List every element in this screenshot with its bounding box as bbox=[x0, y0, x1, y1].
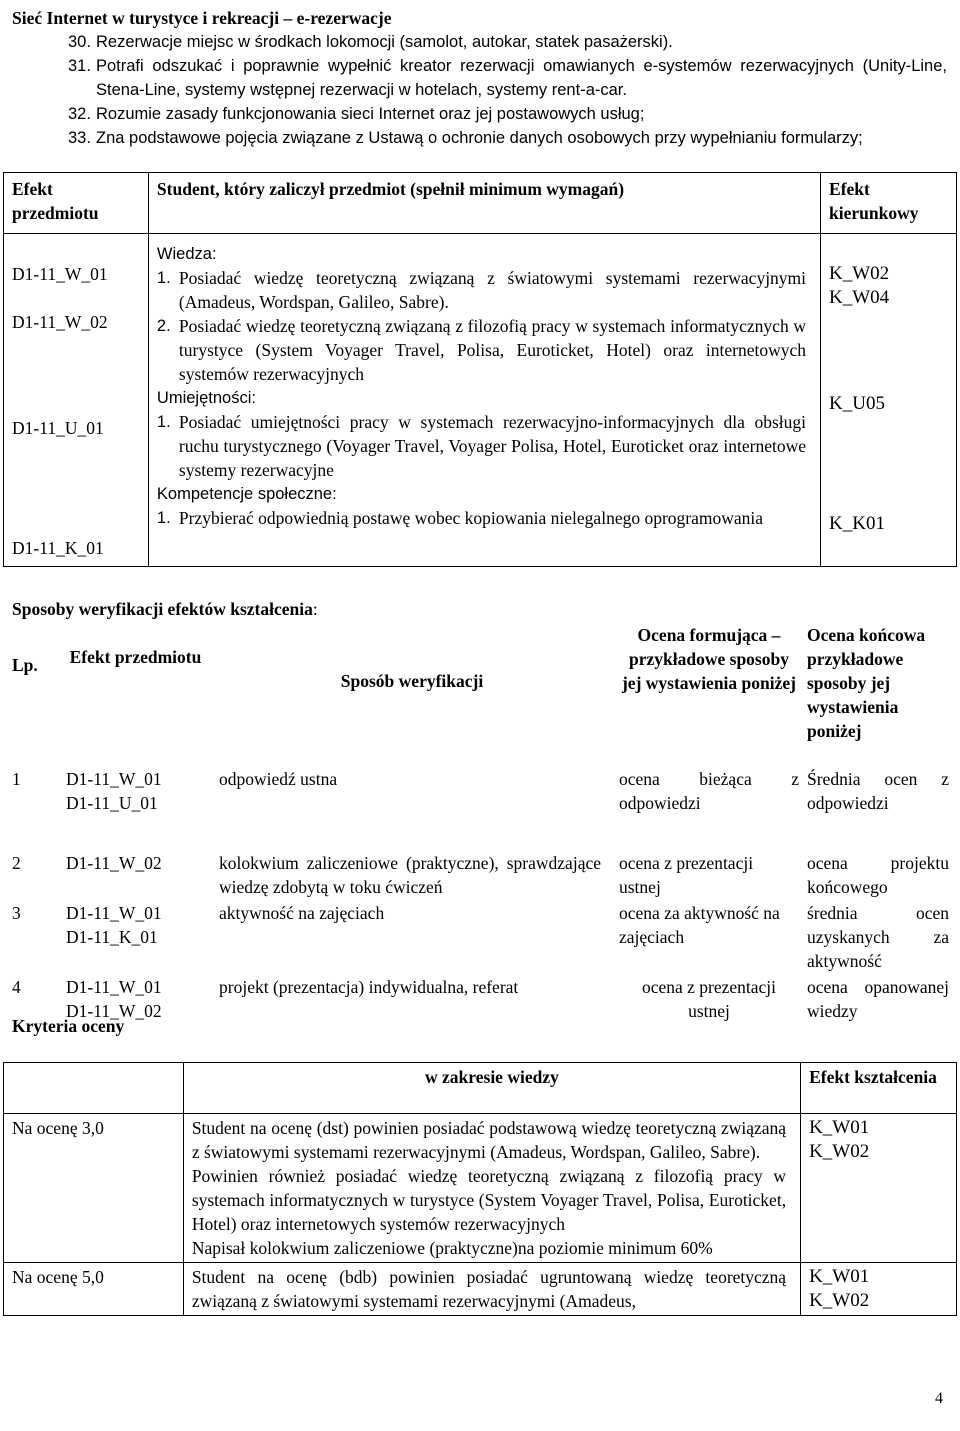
item-number: 2. bbox=[156, 317, 171, 335]
effects-body-row bbox=[4, 234, 957, 567]
row-sposob: odpowiedź ustna bbox=[219, 769, 338, 789]
grade-criteria bbox=[183, 1263, 800, 1316]
wiedza-item-1 bbox=[157, 266, 806, 314]
row-formujaca: ocena za aktywność na zajęciach bbox=[619, 903, 780, 947]
row-lp: 1 bbox=[12, 769, 21, 789]
row-efekt bbox=[62, 849, 209, 899]
row-efekt bbox=[62, 743, 209, 849]
effects-table bbox=[3, 172, 957, 567]
grade-label: Na ocenę 3,0 bbox=[4, 1114, 184, 1263]
efekt-code: D1-11_U_01 bbox=[66, 793, 158, 813]
efekt-code: D1-11_W_02 bbox=[66, 853, 162, 873]
header-efekt-kierunkowy: Efekt kierunkowy bbox=[821, 173, 957, 234]
header-efekt: Efekt przedmiotu bbox=[69, 647, 202, 667]
row-formujaca: ocena bieżąca z odpowiedzi bbox=[619, 769, 799, 813]
row-koncowa: ocena opanowanej wiedzy bbox=[807, 977, 949, 1021]
item-text: Zna podstawowe pojęcia związane z Ustawą o ochronie danych osobowych przy wypełnianiu formularzy; bbox=[96, 129, 863, 147]
kier-code: K_W04 bbox=[829, 287, 890, 308]
intro-section bbox=[12, 6, 947, 150]
verification-table bbox=[8, 623, 953, 1023]
effect-code: D1-11_W_01 bbox=[12, 264, 108, 284]
verification-row-2 bbox=[8, 849, 953, 899]
grades-row-5 bbox=[4, 1263, 957, 1316]
criteria-paragraph: Student na ocenę (bdb) powinien posiadać ugruntowaną wiedzę teoretyczną związaną z światowymi systemami rezerwacyjnymi (Amadeus, bbox=[191, 1267, 787, 1311]
header-sposob: Sposób weryfikacji bbox=[340, 671, 484, 691]
grade-code: K_W01 bbox=[809, 1266, 870, 1287]
verification-row-1 bbox=[8, 743, 953, 849]
row-koncowa: Średnia ocen z odpowiedzi bbox=[807, 769, 949, 813]
umiejetnosci-item-1 bbox=[157, 410, 806, 482]
row-sposob: aktywność na zajęciach bbox=[219, 903, 385, 923]
item-number: 32. bbox=[68, 105, 91, 123]
row-formujaca: ocena z prezentacji ustnej bbox=[619, 853, 754, 897]
grade-codes bbox=[801, 1263, 957, 1316]
efekt-code: D1-11_K_01 bbox=[66, 927, 158, 947]
grade-code: K_W01 bbox=[809, 1117, 870, 1138]
row-sposob: kolokwium zaliczeniowe (praktyczne), sprawdzające wiedzę zdobytą w toku ćwiczeń bbox=[219, 853, 601, 897]
item-text: Rozumie zasady funkcjonowania sieci Internet oraz jej postawowych usług; bbox=[96, 105, 645, 123]
effect-codes-cell bbox=[4, 234, 149, 567]
grades-table bbox=[3, 1062, 957, 1316]
kier-code: K_W02 bbox=[829, 263, 890, 284]
kryteria-heading: Kryteria oceny bbox=[12, 1016, 125, 1036]
header-efekt-przedmiotu: Efekt przedmiotu bbox=[4, 173, 149, 234]
effect-descriptions-cell bbox=[148, 234, 820, 567]
item-text: Posiadać wiedzę teoretyczną związaną z filozofią pracy w systemach informatycznych w turystyce (System Voyager Travel, Polisa, Euroticket, Hotel) oraz internetowych systemów rezerwacyjnych bbox=[178, 316, 807, 384]
effect-code: D1-11_U_01 bbox=[12, 418, 104, 438]
grade-codes bbox=[801, 1114, 957, 1263]
grade-criteria bbox=[183, 1114, 800, 1263]
row-formujaca: ocena z prezentacji ustnej bbox=[641, 977, 777, 1021]
intro-item-31 bbox=[12, 54, 947, 102]
verification-row-4 bbox=[8, 973, 953, 1023]
section-heading: Sieć Internet w turystyce i rekreacji – e-rezerwacje bbox=[12, 8, 392, 28]
grade-code: K_W02 bbox=[809, 1290, 870, 1311]
wiedza-label: Wiedza: bbox=[156, 245, 217, 263]
item-number: 31. bbox=[68, 57, 91, 75]
row-lp: 2 bbox=[12, 853, 21, 873]
grade-label: Na ocenę 5,0 bbox=[4, 1263, 184, 1316]
effect-code: D1-11_K_01 bbox=[12, 538, 104, 558]
grades-header-efekt: Efekt kształcenia bbox=[801, 1063, 957, 1114]
wiedza-item-2 bbox=[157, 314, 806, 386]
grades-header-row bbox=[4, 1063, 957, 1114]
verification-row-3 bbox=[8, 899, 953, 973]
kier-code: K_U05 bbox=[829, 393, 885, 414]
verification-title bbox=[12, 597, 318, 621]
header-formujaca: Ocena formująca – przykładowe sposoby jej wystawienia poniżej bbox=[621, 625, 796, 693]
row-efekt bbox=[62, 899, 209, 973]
item-number: 30. bbox=[68, 33, 91, 51]
intro-item-33 bbox=[12, 126, 947, 150]
intro-item-30 bbox=[12, 30, 947, 54]
item-text: Posiadać umiejętności pracy w systemach rezerwacyjno-informacyjnych dla obsługi ruchu turystycznego (Voyager Travel, Voyager Polisa, Hotel, Euroticket oraz internetowe systemy rezerwacyjne bbox=[178, 412, 807, 480]
item-text: Potrafi odszukać i poprawnie wypełnić kreator rezerwacji omawianych e-systemów rezerwacyjnych (Unity-Line, Stena-Line, systemy wstępnej rezerwacji w hotelach, systemy rent-a-car. bbox=[96, 57, 947, 99]
item-number: 1. bbox=[156, 269, 171, 287]
item-number: 1. bbox=[156, 413, 171, 431]
umiejetnosci-label: Umiejętności: bbox=[156, 389, 256, 407]
efekt-code: D1-11_W_02 bbox=[66, 1001, 162, 1021]
kierunkowy-codes-cell bbox=[821, 234, 957, 567]
header-koncowa: Ocena końcowa przykładowe sposoby jej wystawienia poniżej bbox=[807, 625, 926, 741]
verification-title-text: Sposoby weryfikacji efektów kształcenia bbox=[12, 599, 313, 619]
grades-header-empty bbox=[4, 1063, 184, 1114]
kompetencje-item-1 bbox=[157, 506, 806, 530]
verification-header-row bbox=[8, 623, 953, 743]
intro-item-32 bbox=[12, 102, 947, 126]
effect-code: D1-11_W_02 bbox=[12, 312, 108, 332]
header-student: Student, który zaliczył przedmiot (spełnił minimum wymagań) bbox=[148, 173, 820, 234]
effects-header-row bbox=[4, 173, 957, 234]
item-number: 33. bbox=[68, 129, 91, 147]
criteria-paragraph: Powinien również posiadać wiedzę teoretyczną związaną z filozofią pracy w systemach informatycznych w turystyce (System Voyager Travel, Polisa, Euroticket, Hotel) oraz internetowych systemów rezerwacyjnych bbox=[191, 1166, 787, 1234]
efekt-code: D1-11_W_01 bbox=[66, 769, 162, 789]
row-koncowa: średnia ocen uzyskanych za aktywność bbox=[807, 903, 949, 971]
grades-row-3 bbox=[4, 1114, 957, 1263]
criteria-paragraph: Student na ocenę (dst) powinien posiadać podstawową wiedzę teoretyczną związaną z światowymi systemami rezerwacyjnymi (Amadeus, Wordspan, Galileo, Sabre). bbox=[191, 1118, 787, 1162]
row-sposob: projekt (prezentacja) indywidualna, referat bbox=[219, 977, 519, 997]
row-lp: 4 bbox=[12, 977, 21, 997]
efekt-code: D1-11_W_01 bbox=[66, 903, 162, 923]
grade-code: K_W02 bbox=[809, 1141, 870, 1162]
efekt-code: D1-11_W_01 bbox=[66, 977, 162, 997]
header-lp: Lp. bbox=[12, 655, 38, 675]
criteria-paragraph: Napisał kolokwium zaliczeniowe (praktyczne)na poziomie minimum 60% bbox=[191, 1238, 713, 1258]
item-text: Rezerwacje miejsc w środkach lokomocji (samolot, autokar, statek pasażerski). bbox=[96, 33, 673, 51]
grades-header-wiedza: w zakresie wiedzy bbox=[183, 1063, 800, 1114]
kier-code: K_K01 bbox=[829, 513, 885, 534]
kompetencje-label: Kompetencje społeczne: bbox=[156, 485, 337, 503]
row-lp: 3 bbox=[12, 903, 21, 923]
verification-title-colon: : bbox=[312, 599, 318, 619]
page-number: 4 bbox=[935, 1390, 943, 1407]
item-text: Posiadać wiedzę teoretyczną związaną z światowymi systemami rezerwacyjnymi (Amadeus, Wordspan, Galileo, Sabre). bbox=[178, 268, 807, 312]
row-koncowa: ocena projektu końcowego bbox=[807, 853, 949, 897]
item-number: 1. bbox=[156, 509, 171, 527]
item-text: Przybierać odpowiednią postawę wobec kopiowania nielegalnego oprogramowania bbox=[178, 508, 764, 528]
